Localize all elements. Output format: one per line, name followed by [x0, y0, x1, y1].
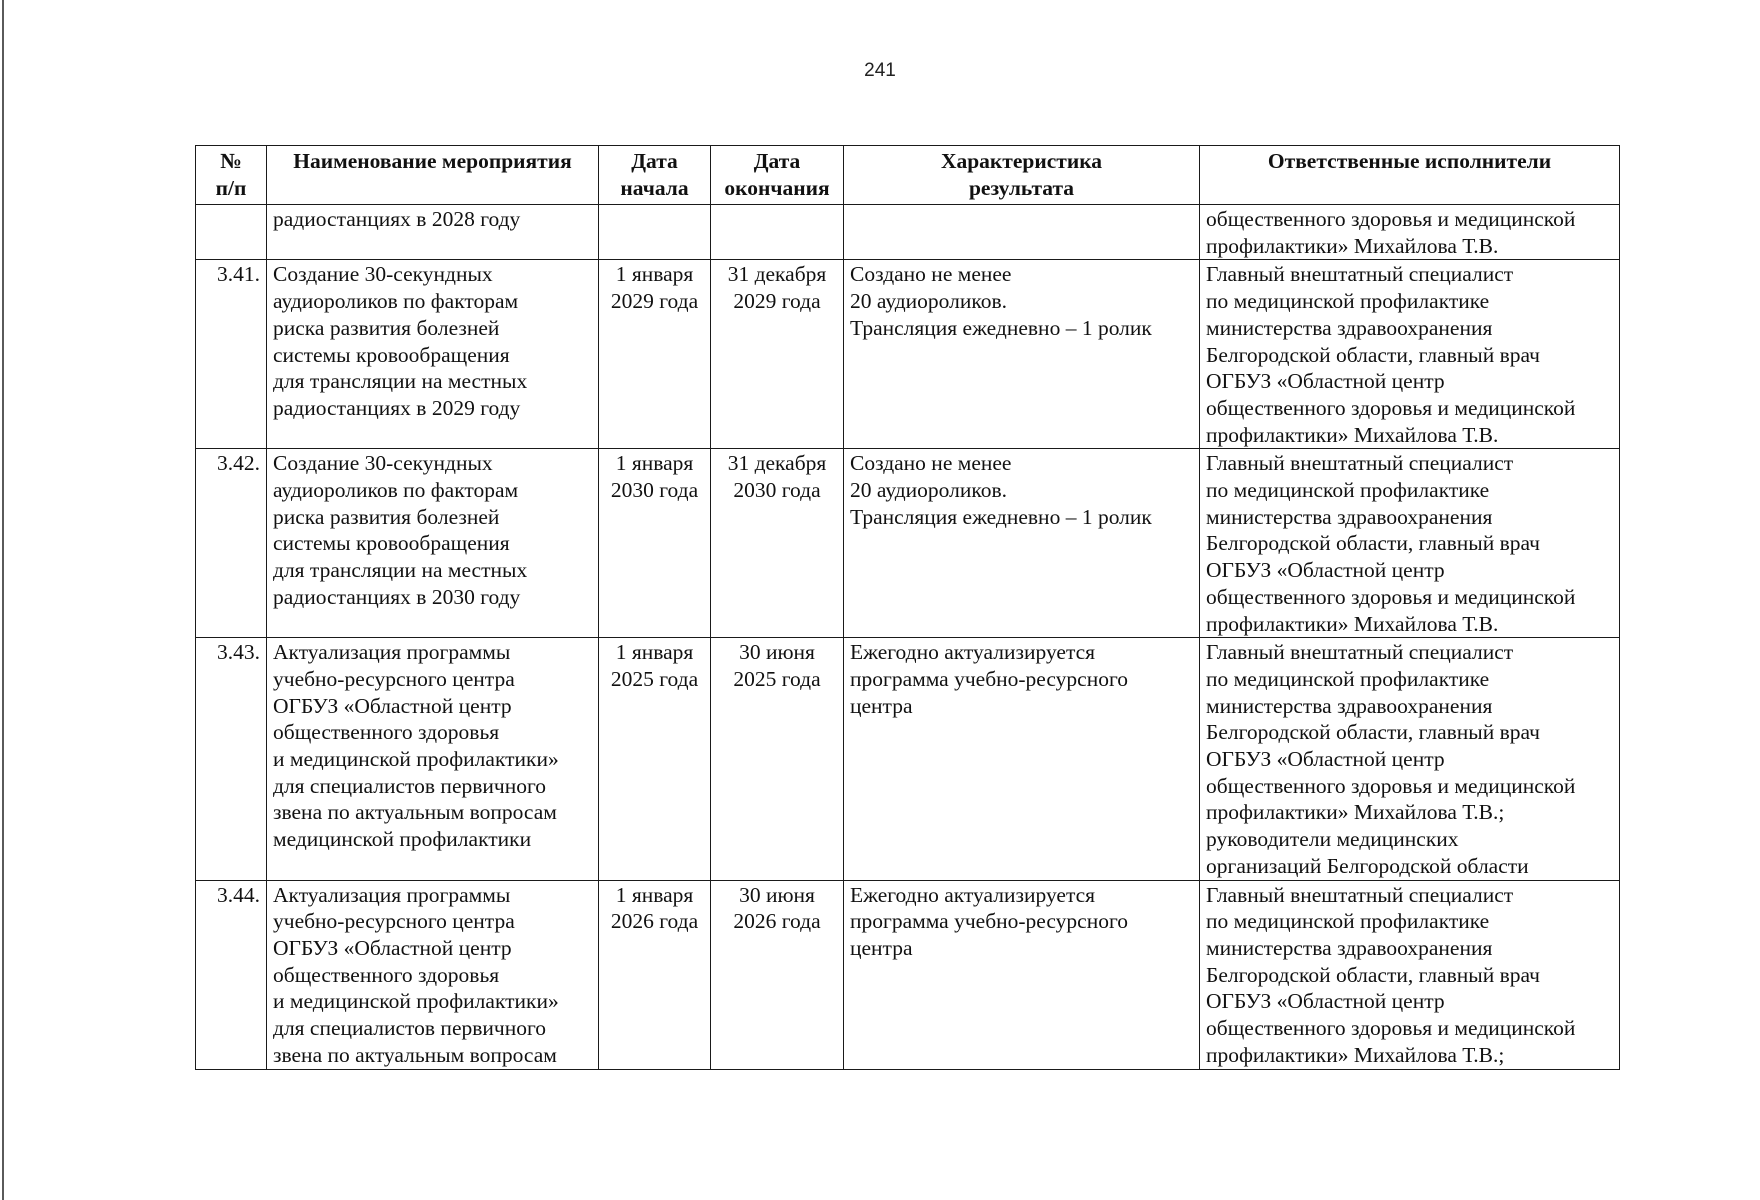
cell-text-line: радиостанциях в 2029 году [273, 395, 521, 420]
cell-text-line: общественного здоровья и медицинской [1206, 1016, 1576, 1041]
header-result [844, 146, 1200, 205]
cell-text-line: 20 аудиороликов. [850, 289, 1007, 314]
cell-text-line: Создано не менее [850, 451, 1012, 476]
cell-text-line: центра [850, 935, 913, 960]
cell-text-line: ОГБУЗ «Областной центр [1206, 558, 1445, 583]
cell-text-line: риска развития болезней [273, 504, 500, 529]
cell-text-line: медицинской профилактики [273, 827, 532, 852]
row-number: 3.42. [196, 449, 267, 638]
header-text-line: Дата [753, 149, 801, 173]
cell-text-line: 30 июня [739, 882, 815, 907]
row-number: 3.41. [196, 260, 267, 449]
cell-text-line: общественного здоровья [273, 720, 500, 745]
cell-text-line: 1 января [615, 451, 694, 476]
responsible-cell [1200, 880, 1620, 1069]
cell-text-line: для трансляции на местных [273, 558, 528, 583]
end-date-cell [711, 449, 844, 638]
page-number: 241 [864, 60, 896, 81]
cell-text-line: 2029 года [610, 289, 699, 314]
cell-text-line: профилактики» Михайлова Т.В. [1206, 233, 1499, 258]
header-number [196, 146, 267, 205]
table-row [196, 205, 1620, 260]
table-row [196, 880, 1620, 1069]
row-number [196, 205, 267, 260]
cell-text-line: Белгородской области, главный врач [1206, 720, 1540, 745]
cell-text-line: Главный внештатный специалист [1206, 451, 1514, 476]
cell-text-line: профилактики» Михайлова Т.В.; [1206, 800, 1505, 825]
cell-text-line: 1 января [615, 882, 694, 907]
cell-text-line: риска развития болезней [273, 315, 500, 340]
table-row [196, 449, 1620, 638]
cell-text-line: Белгородской области, главный врач [1206, 531, 1540, 556]
cell-text-line: для специалистов первичного [273, 1016, 546, 1041]
responsible-cell [1200, 260, 1620, 449]
cell-text-line: звена по актуальным вопросам [273, 1042, 557, 1067]
cell-text-line: 1 января [615, 640, 694, 665]
cell-text-line: профилактики» Михайлова Т.В.; [1206, 1042, 1505, 1067]
cell-text-line: 2026 года [733, 909, 821, 934]
end-date-cell [711, 205, 844, 260]
cell-text-line: системы кровообращения [273, 531, 510, 556]
cell-text-line: центра [850, 693, 913, 718]
header-text-line: результата [968, 175, 1075, 200]
cell-text-line: общественного здоровья и медицинской [1206, 584, 1576, 609]
cell-text-line: ОГБУЗ «Областной центр [273, 693, 512, 718]
table-row [196, 638, 1620, 880]
cell-text-line: Ежегодно актуализируется [850, 640, 1096, 665]
cell-text-line: профилактики» Михайлова Т.В. [1206, 611, 1499, 636]
cell-text-line: Актуализация программы [273, 640, 511, 665]
cell-text-line: звена по актуальным вопросам [273, 800, 557, 825]
cell-text-line: 1 января [615, 262, 694, 287]
header-text-line: Ответственные исполнители [1267, 149, 1552, 173]
start-date-cell [599, 260, 711, 449]
row-number: 3.43. [196, 638, 267, 880]
cell-text-line: радиостанциях в 2030 году [273, 584, 521, 609]
result-cell [844, 205, 1200, 260]
cell-text-line: учебно-ресурсного центра [273, 909, 515, 934]
cell-text-line: руководители медицинских [1206, 827, 1459, 852]
header-text-line: № [220, 149, 242, 173]
cell-text-line: Актуализация программы [273, 882, 511, 907]
cell-text-line: общественного здоровья и медицинской [1206, 773, 1576, 798]
cell-text-line: Белгородской области, главный врач [1206, 962, 1540, 987]
event-name-cell [267, 260, 599, 449]
cell-text-line: Главный внештатный специалист [1206, 262, 1514, 287]
header-text-line: начала [620, 175, 689, 200]
header-text-line: Дата [631, 149, 678, 173]
cell-text-line: системы кровообращения [273, 342, 510, 367]
cell-text-line: организаций Белгородской области [1206, 853, 1529, 878]
cell-text-line: учебно-ресурсного центра [273, 666, 515, 691]
header-event-name [267, 146, 599, 205]
cell-text-line: 20 аудиороликов. [850, 478, 1007, 503]
end-date-cell [711, 260, 844, 449]
cell-text-line: общественного здоровья [273, 962, 500, 987]
cell-text-line: профилактики» Михайлова Т.В. [1206, 422, 1499, 447]
header-text-line: окончания [724, 175, 830, 200]
cell-text-line: по медицинской профилактике [1206, 289, 1490, 314]
cell-text-line: Создано не менее [850, 262, 1012, 287]
event-name-cell [267, 205, 599, 260]
cell-text-line: 31 декабря [727, 262, 827, 287]
cell-text-line: Ежегодно актуализируется [850, 882, 1096, 907]
cell-text-line: программа учебно-ресурсного [850, 909, 1128, 934]
header-start-date [599, 146, 711, 205]
table-row [196, 260, 1620, 449]
cell-text-line: министерства здравоохранения [1206, 504, 1493, 529]
event-name-cell [267, 880, 599, 1069]
header-end-date [711, 146, 844, 205]
cell-text-line: Главный внештатный специалист [1206, 882, 1514, 907]
cell-text-line: ОГБУЗ «Областной центр [273, 935, 512, 960]
responsible-cell [1200, 638, 1620, 880]
cell-text-line: 2025 года [733, 666, 821, 691]
header-text-line: п/п [215, 175, 247, 200]
start-date-cell [599, 449, 711, 638]
cell-text-line: и медицинской профилактики» [273, 747, 559, 772]
result-cell [844, 880, 1200, 1069]
cell-text-line: 2029 года [733, 289, 821, 314]
start-date-cell [599, 638, 711, 880]
cell-text-line: для специалистов первичного [273, 773, 546, 798]
event-name-cell [267, 449, 599, 638]
header-responsible [1200, 146, 1620, 205]
cell-text-line: Главный внештатный специалист [1206, 640, 1514, 665]
cell-text-line: ОГБУЗ «Областной центр [1206, 369, 1445, 394]
cell-text-line: министерства здравоохранения [1206, 693, 1493, 718]
result-cell [844, 449, 1200, 638]
cell-text-line: министерства здравоохранения [1206, 935, 1493, 960]
cell-text-line: Трансляция ежедневно – 1 ролик [850, 315, 1152, 340]
responsible-cell [1200, 205, 1620, 260]
cell-text-line: Белгородской области, главный врач [1206, 342, 1540, 367]
header-text-line: Наименование мероприятия [293, 149, 572, 173]
cell-text-line: по медицинской профилактике [1206, 666, 1490, 691]
scan-edge [2, 0, 4, 1200]
cell-text-line: министерства здравоохранения [1206, 315, 1493, 340]
row-number: 3.44. [196, 880, 267, 1069]
result-cell [844, 638, 1200, 880]
cell-text-line: 2026 года [610, 909, 699, 934]
cell-text-line: общественного здоровья и медицинской [1206, 395, 1576, 420]
cell-text-line: по медицинской профилактике [1206, 909, 1490, 934]
cell-text-line: 30 июня [739, 640, 815, 665]
cell-text-line: программа учебно-ресурсного [850, 666, 1128, 691]
cell-text-line: 2030 года [733, 478, 821, 503]
start-date-cell [599, 205, 711, 260]
cell-text-line: и медицинской профилактики» [273, 989, 559, 1014]
responsible-cell [1200, 449, 1620, 638]
cell-text-line: 2030 года [610, 478, 699, 503]
cell-text-line: 31 декабря [727, 451, 827, 476]
cell-text-line: Трансляция ежедневно – 1 ролик [850, 504, 1152, 529]
cell-text-line: общественного здоровья и медицинской [1206, 207, 1576, 231]
cell-text-line: для трансляции на местных [273, 369, 528, 394]
cell-text-line: ОГБУЗ «Областной центр [1206, 747, 1445, 772]
cell-text-line: аудиороликов по факторам [273, 478, 519, 503]
end-date-cell [711, 638, 844, 880]
cell-text-line: аудиороликов по факторам [273, 289, 519, 314]
cell-text-line: радиостанциях в 2028 году [273, 207, 521, 231]
events-table [195, 145, 1620, 1070]
start-date-cell [599, 880, 711, 1069]
result-cell [844, 260, 1200, 449]
end-date-cell [711, 880, 844, 1069]
cell-text-line: Создание 30-секундных [273, 451, 493, 476]
event-name-cell [267, 638, 599, 880]
cell-text-line: Создание 30-секундных [273, 262, 493, 287]
cell-text-line: ОГБУЗ «Областной центр [1206, 989, 1445, 1014]
table-header-row [196, 146, 1620, 205]
cell-text-line: 2025 года [610, 666, 699, 691]
header-text-line: Характеристика [940, 149, 1103, 173]
cell-text-line: по медицинской профилактике [1206, 478, 1490, 503]
